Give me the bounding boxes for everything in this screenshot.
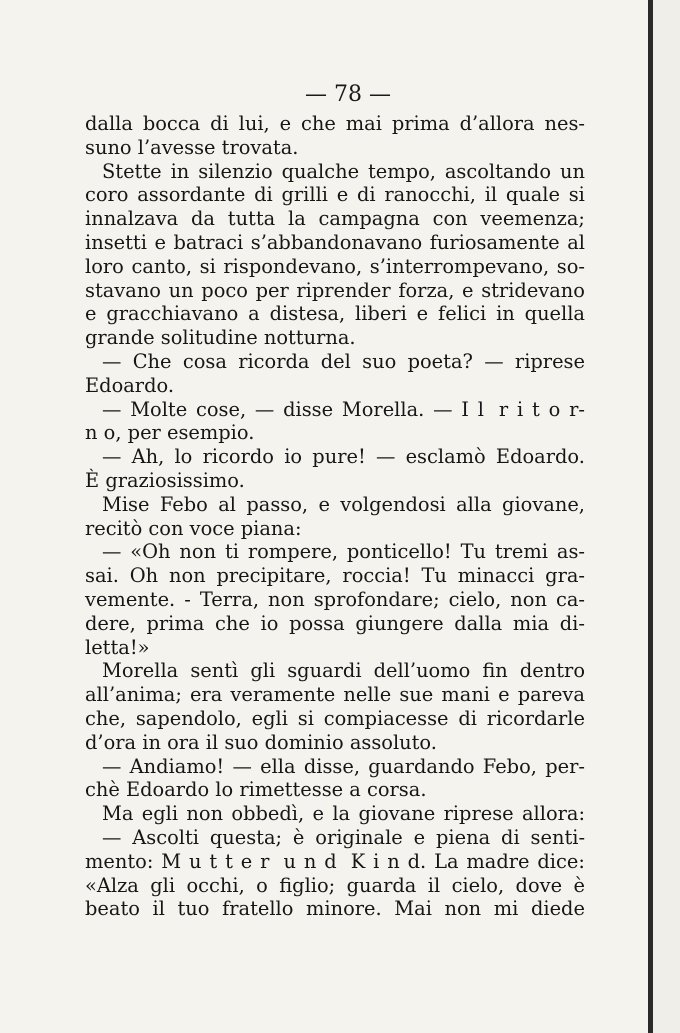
text-line: letta!»: [85, 635, 150, 659]
text-line: insetti e batraci s’abbandonavano furiosamente al: [85, 230, 585, 254]
text-line: È graziosissimo.: [85, 468, 245, 492]
text-line: che, sapendolo, egli si compiacesse di ricordarle: [85, 706, 585, 730]
text-line: innalzava da tutta la campagna con veemenza;: [85, 207, 585, 231]
text-line: dalla bocca di lui, e che mai prima d’allora nes-: [85, 112, 585, 135]
page-text: [85, 112, 585, 921]
text-line: — Andiamo! — ella disse, guardando Febo, per-: [102, 754, 585, 778]
text-line: Mise Febo al passo, e volgendosi alla giovane,: [102, 492, 585, 516]
text-line: Ma egli non obbedì, e la giovane riprese allora:: [102, 802, 585, 826]
text-line: — Che cosa ricorda del suo poeta? — riprese: [102, 349, 585, 373]
text-line: mento: M u t t e r u n d K i n d. La madre dice:: [85, 849, 585, 873]
text-line: — Molte cose, — disse Morella. — I l r i t o r-: [102, 397, 585, 421]
adjacent-page-margin: [653, 0, 680, 1033]
text-line: loro canto, si rispondevano, s’interrompevano, so-: [85, 254, 585, 278]
page-number: — 78 —: [305, 82, 391, 107]
text-line: dere, prima che io possa giungere dalla mia di-: [85, 611, 585, 635]
text-line: Edoardo.: [85, 373, 174, 397]
text-line: n o, per esempio.: [85, 421, 255, 445]
text-line: beato il tuo fratello minore. Mai non mi diede: [85, 897, 585, 921]
text-line: d’ora in ora il suo dominio assoluto.: [85, 730, 437, 754]
text-line: — Ah, lo ricordo io pure! — esclamò Edoardo.: [102, 445, 585, 469]
text-line: stavano un poco per riprender forza, e stridevano: [85, 278, 585, 302]
text-line: Morella sentì gli sguardi dell’uomo fin dentro: [102, 659, 585, 683]
text-line: chè Edoardo lo rimettesse a corsa.: [85, 778, 427, 802]
text-line: suno l’avesse trovata.: [85, 135, 299, 159]
text-line: — Ascolti questa; è originale e piena di senti-: [102, 825, 585, 849]
text-line: all’anima; era veramente nelle sue mani e pareva: [85, 683, 585, 707]
text-line: — «Oh non ti rompere, ponticello! Tu tremi as-: [102, 540, 585, 564]
text-line: coro assordante di grilli e di ranocchi, il quale si: [85, 183, 585, 207]
text-line: sai. Oh non precipitare, roccia! Tu minacci gra-: [85, 564, 585, 588]
text-line: vemente. - Terra, non sprofondare; cielo, non ca-: [85, 587, 585, 611]
text-line: recitò con voce piana:: [85, 516, 302, 540]
text-line: «Alza gli occhi, o figlio; guarda il cielo, dove è: [85, 873, 585, 897]
text-line: grande solitudine notturna.: [85, 326, 356, 350]
text-line: Stette in silenzio qualche tempo, ascoltando un: [102, 159, 585, 183]
text-line: e gracchiavano a distesa, liberi e felici in quella: [85, 302, 585, 326]
